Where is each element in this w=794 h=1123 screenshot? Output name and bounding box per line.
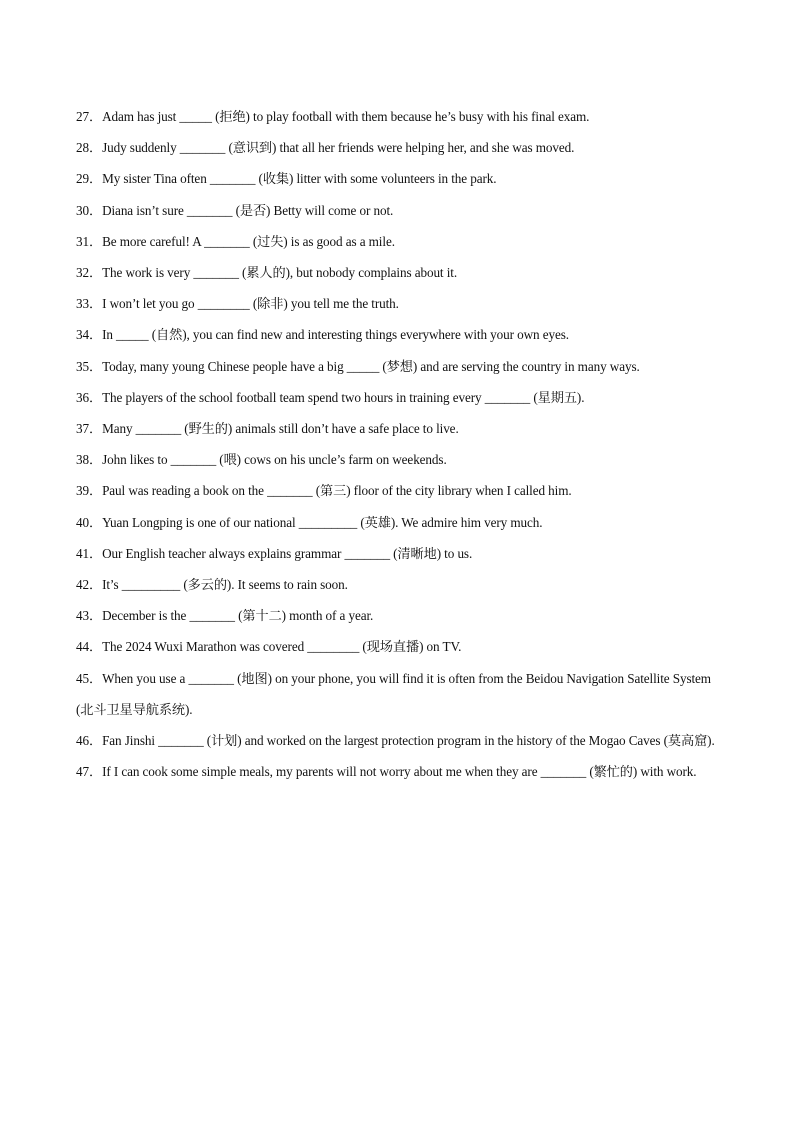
question-27: 27．Adam has just _____ (拒绝) to play football with them because he’s busy with his final exam. bbox=[76, 109, 590, 124]
question-31: 31．Be more careful! A _______ (过失) is as good as a mile. bbox=[76, 233, 395, 249]
question-28: 28．Judy suddenly _______ (意识到) that all her friends were helping her, and she was moved. bbox=[76, 140, 575, 156]
question-45: 45．When you use a _______ (地图) on your phone, you will find it is often from the Beidou Navigation Satellite System (北斗卫星导航系统). bbox=[76, 670, 711, 717]
question-list bbox=[76, 101, 726, 787]
question-29: 29．My sister Tina often _______ (收集) litter with some volunteers in the park. bbox=[76, 171, 497, 187]
question-44: 44．The 2024 Wuxi Marathon was covered ________ (现场直播) on TV. bbox=[76, 639, 462, 655]
question-39: 39．Paul was reading a book on the _______ (第三) floor of the city library when I called him. bbox=[76, 483, 572, 499]
question-35: 35．Today, many young Chinese people have a big _____ (梦想) and are serving the country in many ways. bbox=[76, 358, 640, 374]
question-40: 40．Yuan Longping is one of our national _________ (英雄). We admire him very much. bbox=[76, 514, 543, 530]
question-36: 36．The players of the school football team spend two hours in training every _______ (星期五). bbox=[76, 389, 585, 405]
question-34: 34．In _____ (自然), you can find new and interesting things everywhere with your own eyes. bbox=[76, 327, 569, 343]
question-33: 33．I won’t let you go ________ (除非) you tell me the truth. bbox=[76, 296, 399, 312]
question-43: 43．December is the _______ (第十二) month of a year. bbox=[76, 608, 374, 624]
question-38: 38．John likes to _______ (喂) cows on his uncle’s farm on weekends. bbox=[76, 452, 447, 468]
question-30: 30．Diana isn’t sure _______ (是否) Betty will come or not. bbox=[76, 202, 394, 218]
question-46: 46．Fan Jinshi _______ (计划) and worked on the largest protection program in the history of the Mogao Caves (莫高窟). bbox=[76, 733, 715, 749]
question-47: 47．If I can cook some simple meals, my parents will not worry about me when they are _______ (繁忙的) with work. bbox=[76, 764, 697, 780]
question-37: 37．Many _______ (野生的) animals still don’t have a safe place to live. bbox=[76, 421, 459, 437]
question-41: 41．Our English teacher always explains grammar _______ (清晰地) to us. bbox=[76, 545, 473, 561]
question-32: 32．The work is very _______ (累人的), but nobody complains about it. bbox=[76, 265, 458, 281]
question-42: 42．It’s _________ (多云的). It seems to rain soon. bbox=[76, 577, 348, 593]
